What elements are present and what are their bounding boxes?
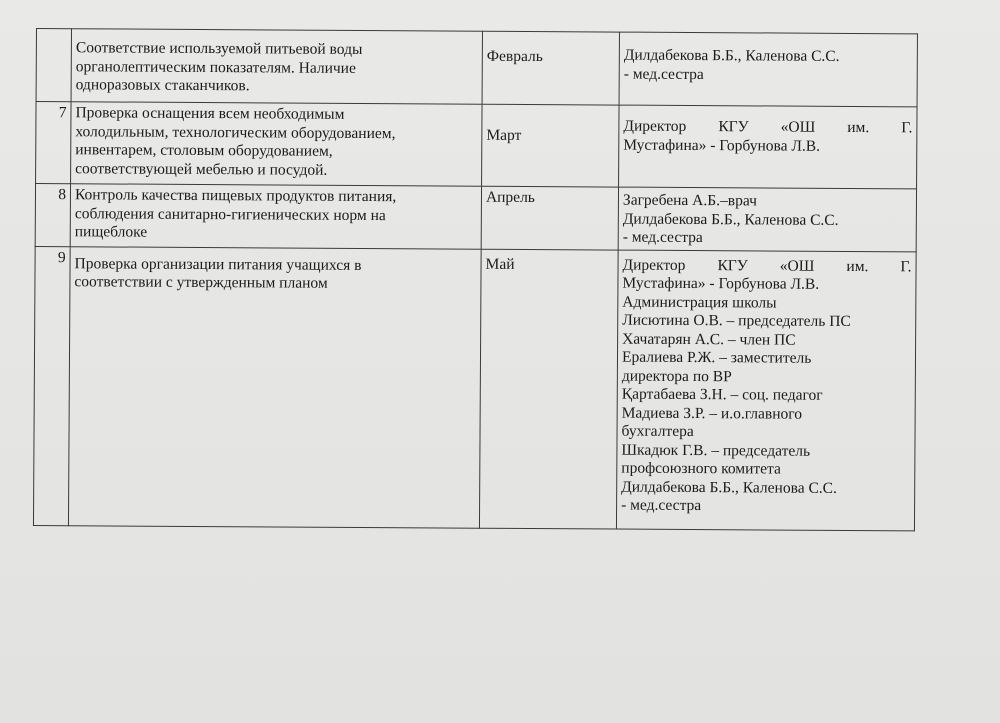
table-row <box>36 29 917 107</box>
responsible-line: Администрация школы <box>622 293 777 312</box>
word: Директор <box>622 256 686 274</box>
word: им. <box>846 257 869 275</box>
responsible-cell <box>616 250 916 531</box>
responsible-line: Лисютина О.В. – председатель ПС <box>622 311 851 330</box>
responsible-cell <box>619 105 917 189</box>
word: «ОШ <box>780 118 816 136</box>
word: «ОШ <box>779 257 815 275</box>
event-line: соответствии с утвержденным планом <box>74 273 328 292</box>
event-line: Проверка организации питания учащихся в <box>74 254 362 274</box>
row-number: 8 <box>35 184 70 247</box>
responsible-line: директора по ВР <box>621 367 732 385</box>
row-number <box>36 29 71 102</box>
event-line: соответствующей мебелью и посудой. <box>75 159 328 179</box>
event-line: одноразовых стаканчиков. <box>75 76 250 95</box>
event-cell <box>70 184 481 249</box>
responsible-line: - мед.сестра <box>622 228 703 247</box>
responsible-line: профсоюзного комитета <box>621 459 781 478</box>
event-cell <box>68 246 481 528</box>
event-line: Контроль качества пищевых продуктов питания, <box>74 186 397 206</box>
responsible-line: Ералиева Р.Ж. – заместитель <box>621 348 812 367</box>
word: им. <box>847 118 870 137</box>
event-line: холодильным, технологическим оборудованием, <box>75 122 396 142</box>
responsible-line: Шкадюк Г.В. – председатель <box>621 441 811 460</box>
responsible-line: Мустафина» - Горбунова Л.В. <box>623 136 821 155</box>
table-row <box>33 246 916 530</box>
responsible-line: Мустафина» - Горбунова Л.В. <box>622 274 820 293</box>
responsible-line: Дилдабекова Б.Б., Каленова С.С. <box>621 478 837 497</box>
event-cell <box>71 29 482 105</box>
table-row <box>35 184 916 252</box>
responsible-line: - мед.сестра <box>621 496 702 515</box>
row-number: 9 <box>33 246 70 525</box>
responsible-line: Дилдабекова Б.Б., Каленова С.С. <box>622 210 839 229</box>
responsible-justified-line <box>623 256 912 276</box>
responsible-cell <box>619 32 917 107</box>
month-cell: Май <box>479 249 618 529</box>
responsible-line: Дилдабекова Б.Б., Каленова С.С. <box>623 46 840 65</box>
month-cell: Апрель <box>481 186 618 249</box>
word: Г. <box>901 119 913 137</box>
responsible-line: Мадиева З.Р. – и.о.главного <box>621 404 803 423</box>
responsible-line: - мед.сестра <box>623 65 704 83</box>
responsible-line: Загребена А.Б.–врач <box>622 191 757 210</box>
responsible-line: бухгалтера <box>621 422 694 441</box>
event-line: соблюдения санитарно-гигиенических норм на <box>74 204 386 224</box>
event-line: инвентарем, столовым оборудованием, <box>75 141 333 160</box>
month-cell: Март <box>482 104 619 187</box>
month-cell: Февраль <box>482 31 619 105</box>
responsible-justified-line <box>623 118 912 138</box>
table-row <box>36 102 917 189</box>
word: КГУ <box>718 118 749 136</box>
event-cell <box>71 102 482 187</box>
event-line: органолептическим показателям. Наличие <box>75 57 356 77</box>
word: КГУ <box>717 256 748 274</box>
event-line: Проверка оснащения всем необходимым <box>75 104 345 123</box>
nutrition-control-plan-table <box>33 28 918 531</box>
event-line: пищеблоке <box>74 223 148 241</box>
responsible-line: Хачатарян А.С. – член ПС <box>622 330 796 349</box>
word: Директор <box>623 117 687 135</box>
event-line: Соответствие используемой питьевой воды <box>75 39 363 58</box>
responsible-line: Қартабаева З.Н. – соц. педагог <box>621 385 823 404</box>
word: Г. <box>900 257 912 275</box>
responsible-cell <box>618 187 916 251</box>
row-number: 7 <box>36 102 72 184</box>
